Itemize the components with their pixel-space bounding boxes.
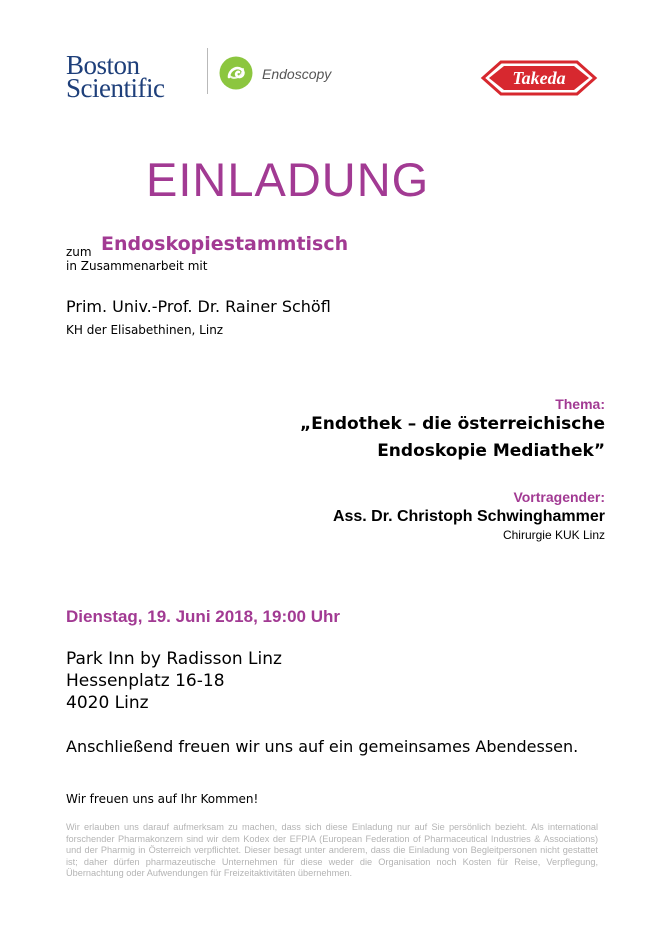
- endoscopy-logo-text: Endoscopy: [262, 66, 332, 82]
- host-name: Prim. Univ.-Prof. Dr. Rainer Schöfl: [66, 297, 331, 316]
- topic-label: Thema:: [555, 396, 605, 412]
- intro-zum: zum: [66, 245, 92, 259]
- welcome-note: Wir freuen uns auf Ihr Kommen!: [66, 792, 259, 806]
- intro-cooperation: in Zusammenarbeit mit: [66, 259, 208, 273]
- speaker-institution: Chirurgie KUK Linz: [502, 528, 605, 542]
- topic-line-2: Endoskopie Mediathek”: [377, 441, 605, 461]
- venue-city: 4020 Linz: [66, 693, 149, 713]
- takeda-logo: [475, 56, 603, 100]
- venue-street: Hessenplatz 16-18: [66, 671, 225, 691]
- boston-scientific-logo: [66, 50, 165, 103]
- venue-name: Park Inn by Radisson Linz: [66, 649, 282, 669]
- topic-line-1: „Endothek – die österreichische: [300, 414, 605, 434]
- boston-scientific-logo-line1: Boston: [66, 50, 140, 80]
- host-institution: KH der Elisabethinen, Linz: [66, 323, 224, 337]
- page-title: EINLADUNG: [146, 153, 430, 206]
- logo-divider: [207, 48, 208, 94]
- speaker-name: Ass. Dr. Christoph Schwinghammer: [332, 508, 605, 525]
- legal-disclaimer: Wir erlauben uns darauf aufmerksam zu machen, dass sich diese Einladung nur auf Sie persönlich bezieht. Als international forschender Pharmakonzern sind wir dem Kodex der EFPIA (European Federation of Pharmaceutical Industries & Associations) und der Pharmig in Österreich verpflichtet. Dieser besagt unter anderem, dass die Einladung von Begleitpersonen nicht gestattet ist; daher dürfen pharmazeutische Unternehmen für diese weder die Organisation noch Kosten für Reise, Verpflegung, Übernachtung oder Aufwendungen für Freizeitaktivitäten übernehmen.: [66, 822, 598, 878]
- event-date: Dienstag, 19. Juni 2018, 19:00 Uhr: [66, 607, 341, 626]
- speaker-label: Vortragender:: [513, 489, 605, 505]
- takeda-logo-text: Takeda: [512, 68, 566, 88]
- dinner-note: Anschließend freuen wir uns auf ein gemeinsames Abendessen.: [66, 737, 579, 756]
- endoscopy-logo-icon: [219, 56, 253, 90]
- event-name: Endoskopiestammtisch: [101, 233, 349, 255]
- boston-scientific-logo-line2: Scientific: [66, 73, 165, 103]
